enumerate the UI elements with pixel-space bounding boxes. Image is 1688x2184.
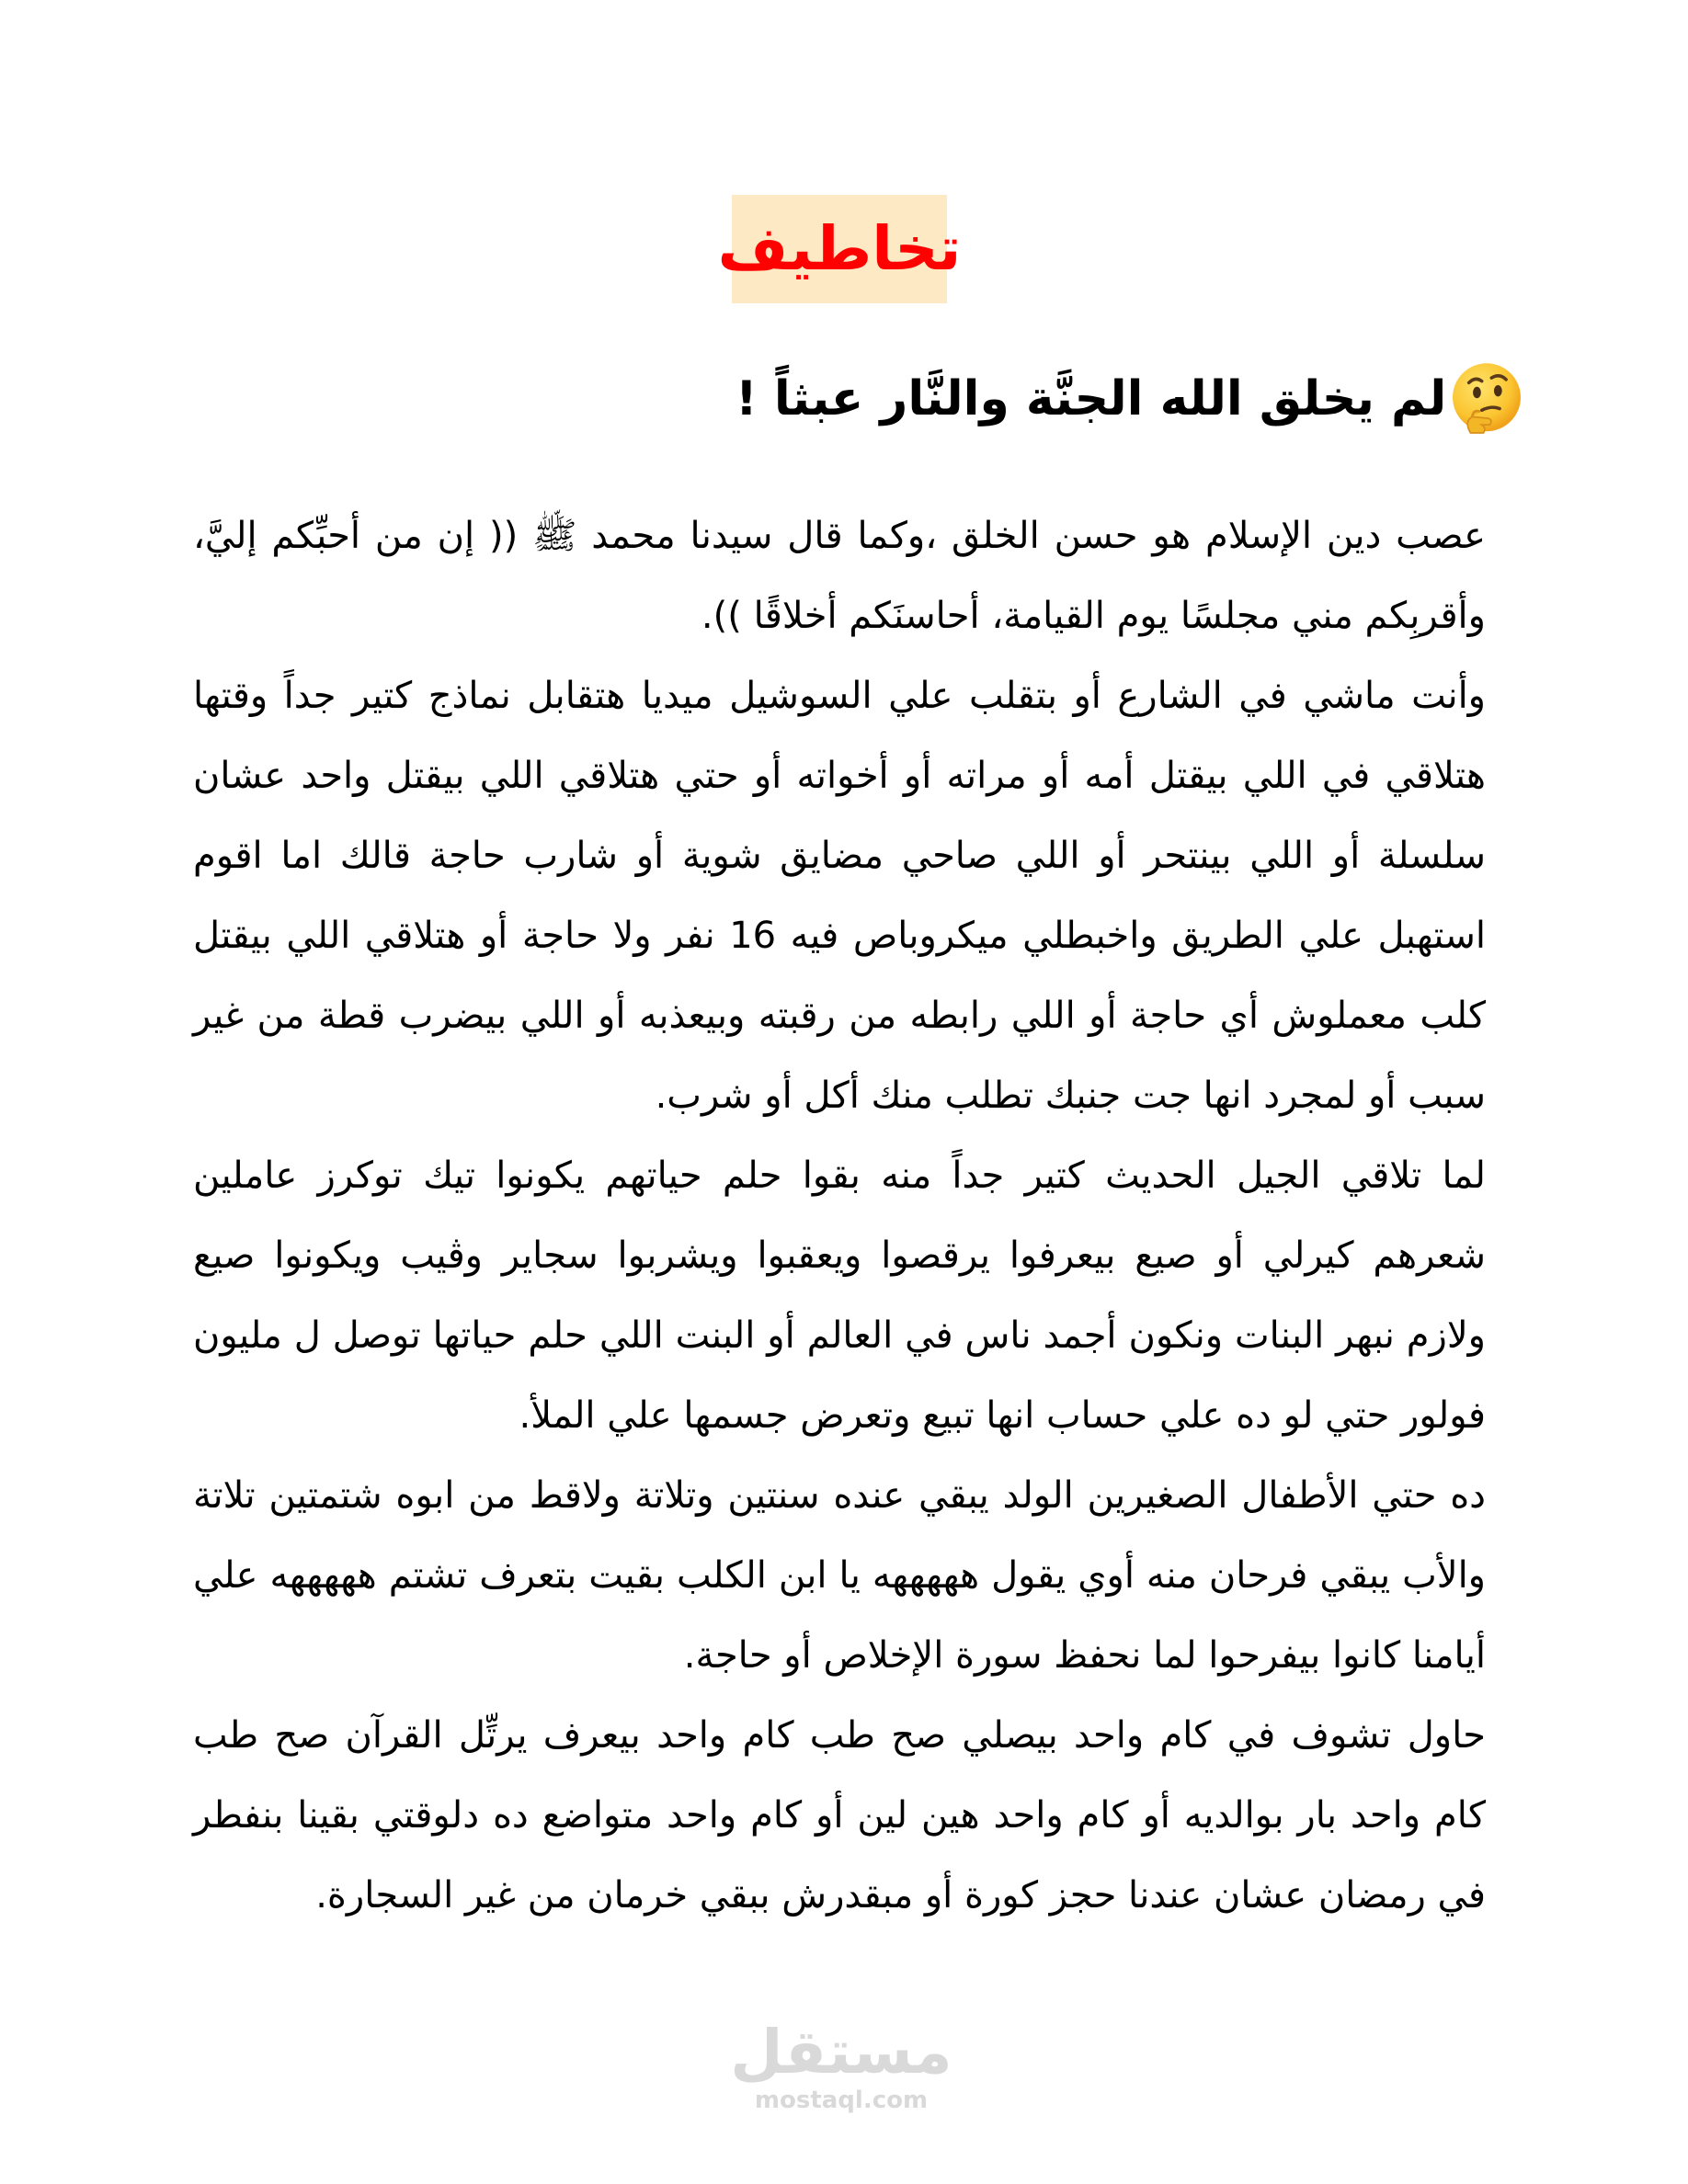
title-highlight <box>717 195 962 303</box>
subtitle-row <box>736 353 1486 445</box>
mostaql-watermark <box>726 2017 956 2115</box>
paragraph-4: ده حتي الأطفال الصغيرين الولد يبقي عنده سنتين وتلاتة ولاقط من ابوه شتمتين تلاتة والأب يبقي فرحان منه أوي يقول هههههه يا ابن الكلب بقيت بتعرف تشتم هههههه علي أيامنا كانوا بيفرحوا لما نحفظ سورة الإخلاص أو حاجة. <box>193 1474 1486 1677</box>
watermark-url: mostaql.com <box>754 2087 929 2114</box>
paragraph-3: لما تلاقي الجيل الحديث كتير جداً منه بقوا حلم حياتهم يكونوا تيك توكرز عاملين شعرهم كيرلي أو صيع بيعرفوا يرقصوا ويعقبوا ويشربوا سجاير وڤيب ويكونوا صيع ولازم نبهر البنات ونكون أجمد ناس في العالم أو البنت اللي حلم حياتها توصل ل مليون فولور حتي لو ده علي حساب انها تبيع وتعرض جسمها علي الملأ. <box>193 1155 1486 1437</box>
page-title: تخاطيف <box>717 213 962 284</box>
paragraph-2: وأنت ماشي في الشارع أو بتقلب علي السوشيل ميديا هتقابل نماذج كتير جداً وقتها هتلاقي في اللي بيقتل أمه أو مراته أو أخواته أو حتي هتلاقي اللي بيقتل واحد عشان سلسلة أو اللي بينتحر أو اللي صاحي مضايق شوية أو شارب حاجة قالك اما اقوم استهبل علي الطريق واخبطلي ميكروباص فيه 16 نفر ولا حاجة أو هتلاقي اللي بيقتل كلب معملوش أي حاجة أو اللي رابطه من رقبته وبيعذبه أو اللي بيضرب قطة من غير سبب أو لمجرد انها جت جنبك تطلب منك أكل أو شرب. <box>193 675 1486 1117</box>
paragraph-5: حاول تشوف في كام واحد بيصلي صح طب كام واحد بيعرف يرتِّل القرآن صح طب كام واحد بار بوالديه أو كام واحد هين لين أو كام واحد متواضع ده دلوقتي بقينا بنفطر في رمضان عشان عندنا حجز كورة أو مبقدرش ببقي خرمان من غير السجارة. <box>193 1714 1486 1917</box>
paragraph-1: عصب دين الإسلام هو حسن الخلق ،وكما قال سيدنا محمد ﷺ (( إن من أحبِّكم إليَّ، وأقربِكم مني مجلسًا يوم القيامة، أحاسنَكم أخلاقًا )). <box>193 515 1486 637</box>
article-body <box>193 496 1486 1936</box>
subtitle-text: لم يخلق الله الجنَّة والنَّار عبثاً ! <box>736 371 1447 427</box>
thinking-face-icon <box>1446 358 1527 439</box>
watermark-logo: مستقل <box>730 2017 952 2087</box>
